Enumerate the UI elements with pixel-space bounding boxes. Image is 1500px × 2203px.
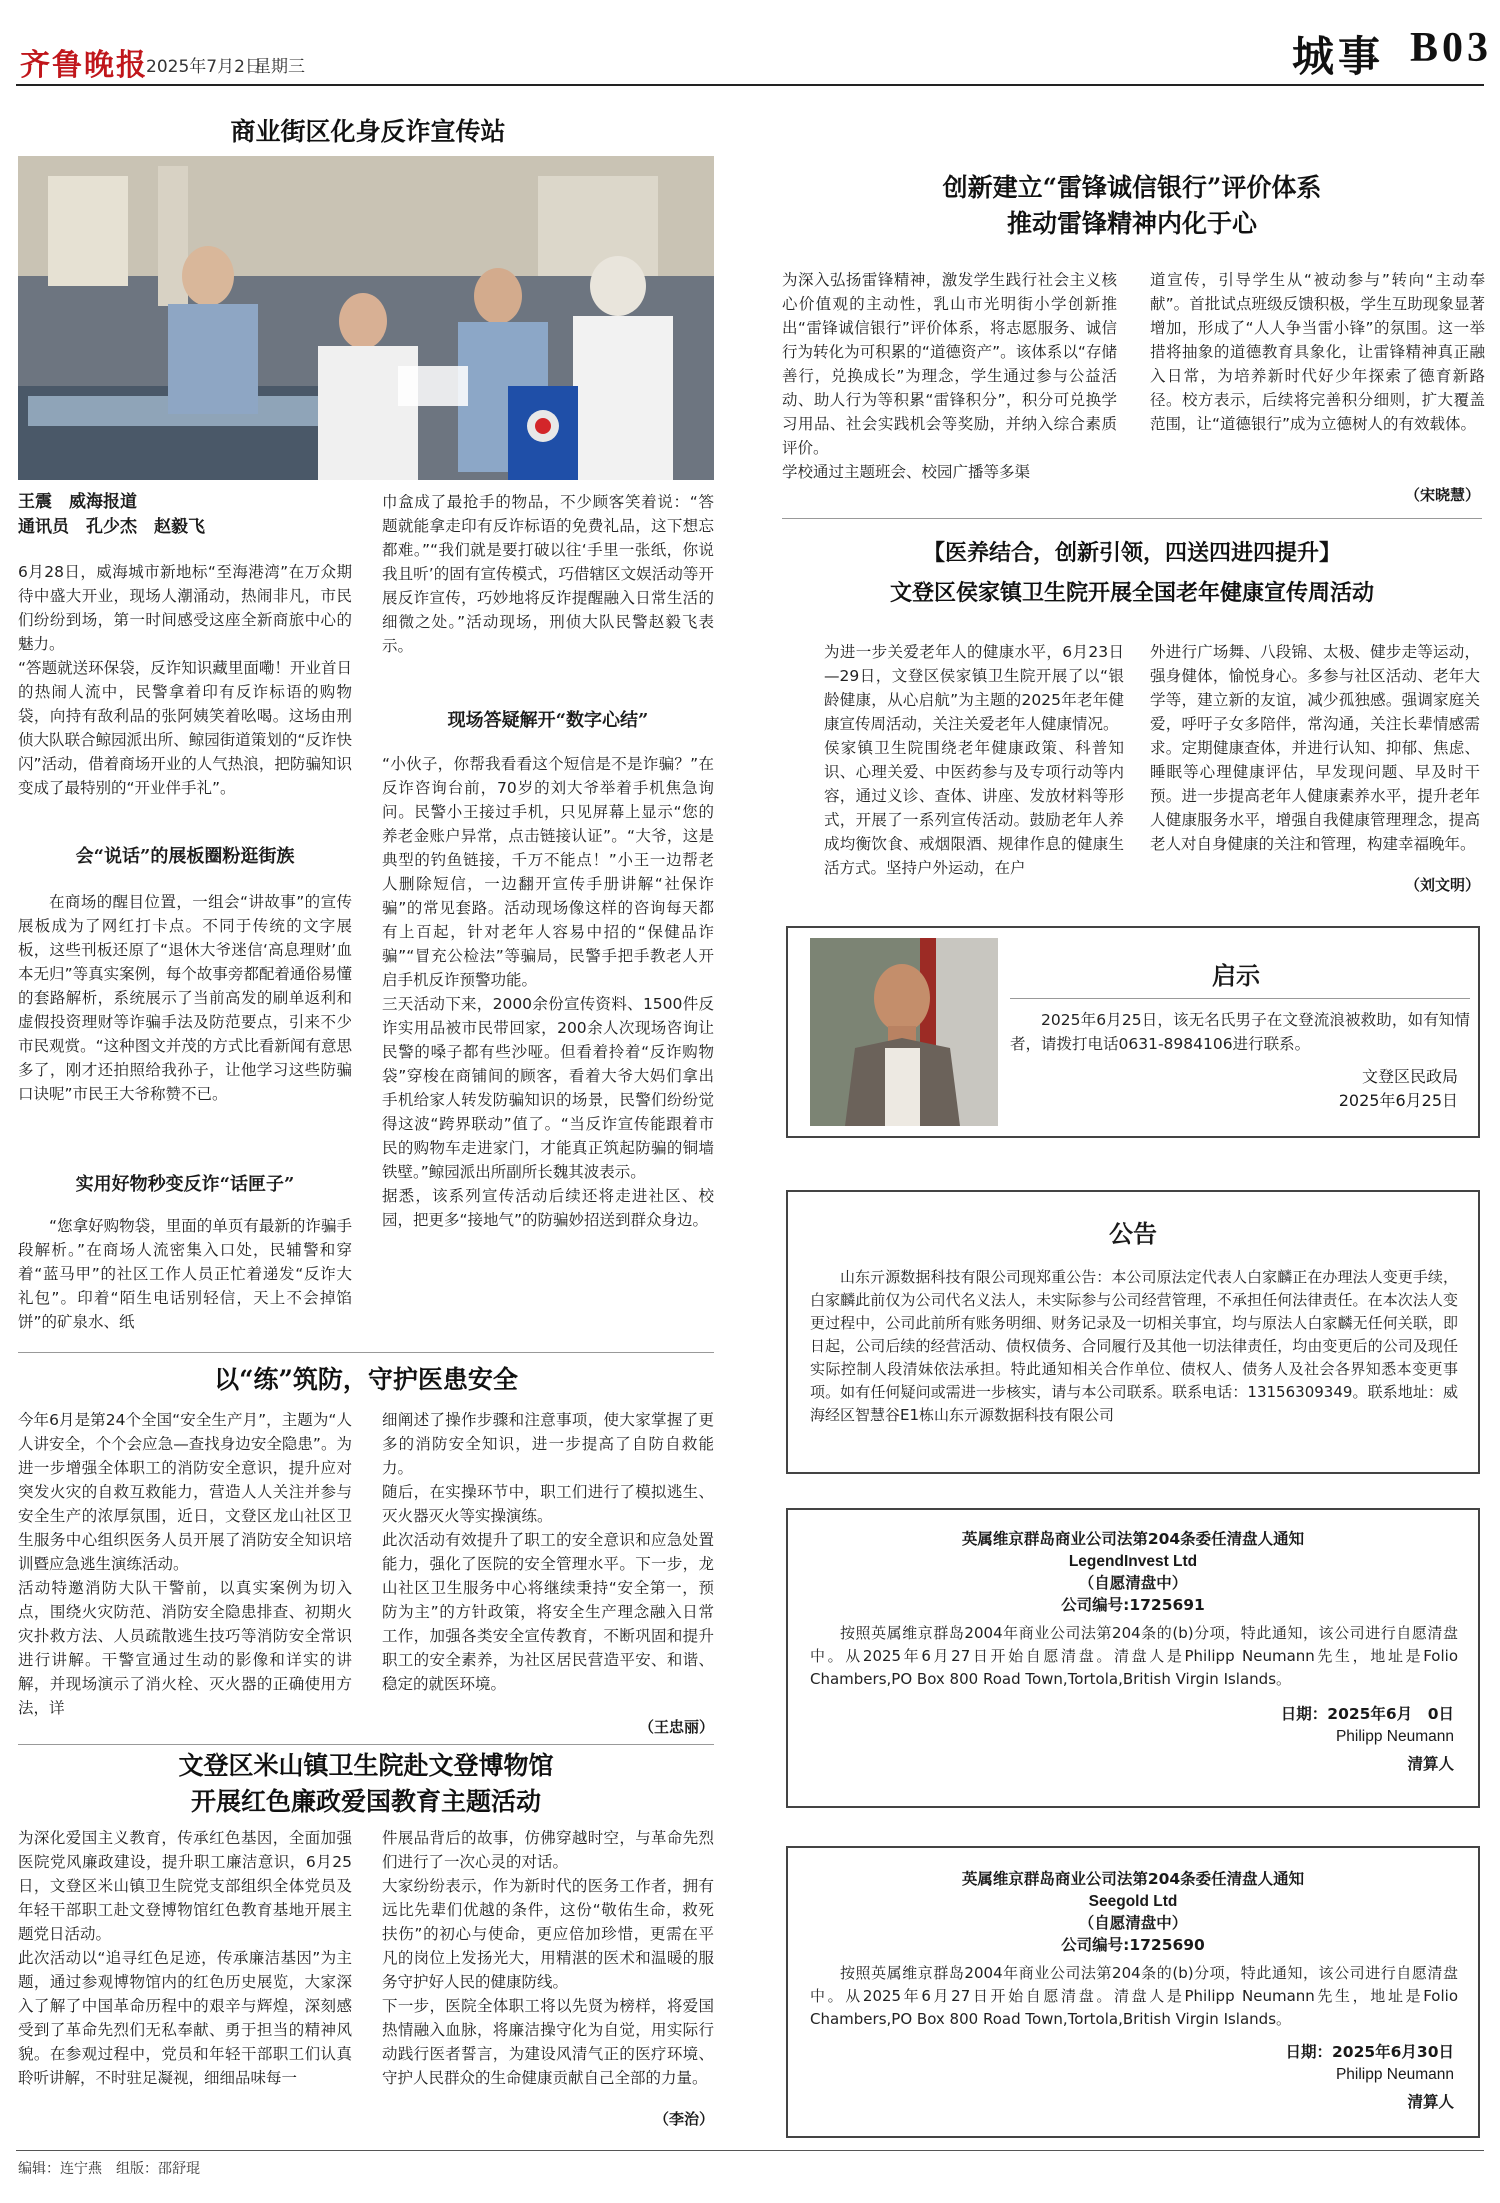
notice-title: 英属维京群岛商业公司法第204条委任清盘人通知	[961, 1530, 1305, 1548]
company-announcement	[786, 1190, 1480, 1474]
article-body: “小伙子，你帮我看看这个短信是不是诈骗？”在反诈咨询台前，70岁的刘大爷举着手机焦急询问。民警小王接过手机，只见屏幕上显示“您的养老金账户异常，点击链接认证”。“大爷，这是典型的钓鱼链接，千万不能点！”小王一边帮老人删除短信，一边翻开宣传手册讲解“社保诈骗”的常见套路。活动现场像这样的咨询每天都有上百起，针对老年人容易中招的“保健品诈骗”“冒充公检法”等骗局，民警手把手教老人开启手机反诈预警功能。 三天活动下来，2000余份宣传资料、1500件反诈实用品被市民带回家，200余人次现场咨询让民警的嗓子都有些沙哑。但看着拎着“反诈购物袋”穿梭在商铺间的顾客，看着大爷大妈们拿出手机给家人转发防骗知识的场景，民警们纷纷觉得这波“跨界联动”值了。“当反诈宣传能跟着市民的购物车走进家门，才能真正筑起防骗的铜墙铁壁。”鲸园派出所副所长魏其波表示。 据悉，该系列宣传活动后续还将走进社区、校园，把更多“接地气”的防骗妙招送到群众身边。	[382, 755, 714, 1229]
divider	[18, 1352, 714, 1353]
article-body	[18, 890, 352, 1106]
company-number: 公司编号:1725690	[1061, 1936, 1205, 1954]
notice-date: 日期：2025年6月30日	[1285, 2043, 1454, 2061]
notice-body	[810, 1962, 1458, 2031]
article-body	[18, 1214, 352, 1334]
notice-date: 2025年6月25日	[1338, 1091, 1458, 1110]
article-body: 件展品背后的故事，仿佛穿越时空，与革命先烈们进行了一次心灵的对话。 大家纷纷表示，作为新时代的医务工作者，拥有远比先辈们优越的条件，这份“敬佑生命，救死扶伤”的初心与使命，更应倍加珍惜，更需在平凡的岗位上发扬光大，用精湛的医术和温暖的服务守护好人民的健康防线。 下一步，医院全体职工将以先贤为榜样，将爱国热情融入血脉，将廉洁操守化为自觉，用实际行动践行医者誓言，为建设风清气正的医疗环境、守护人民群众的生命健康贡献自己全部的力量。	[382, 1829, 714, 2087]
article-headline: 推动雷锋精神内化于心	[1006, 209, 1257, 238]
paragraph: “您拿好购物袋，里面的单页有最新的诈骗手段解析。”在商场人流密集入口处，民辅警和穿着“蓝马甲”的社区工作人员正忙着递发“反诈大礼包”。印着“陌生电话别轻信，天上不会掉馅饼”的矿泉水、纸	[18, 1217, 352, 1331]
article-headline: 文登区米山镇卫生院赴文登博物馆	[178, 1751, 554, 1780]
byline-correspondents: 通讯员 孔少杰 赵毅飞	[18, 517, 205, 537]
article-body: 道宣传，引导学生从“被动参与”转向“主动奉献”。首批试点班级反馈积极，学生互助现象显著增加，形成了“人人争当雷小锋”的氛围。这一举措将抽象的道德教育具象化，让雷锋精神真正融入日常，为培养新时代好少年探索了德育新路径。校方表示，后续将完善积分细则，扩大覆盖范围，让“道德银行”成为立德树人的有效载体。	[1150, 271, 1485, 433]
company-name: Seegold Ltd	[1088, 1893, 1178, 1910]
paragraph: 山东亓源数据科技有限公司现郑重公告：本公司原法定代表人白家麟正在办理法人变更手续，白家麟此前仅为公司代名义法人，未实际参与公司经营管理，不承担任何法律责任。在本次法人变更过程中，公司此前所有账务明细、财务记录及一切相关事宜，均与原法人白家麟无任何关联，即日起，公司后续的经营活动、债权债务、合同履行及其他一切法律责任，均由变更后的公司及现任实际控制人段清妹依法承担。特此通知相关合作单位、债权人、债务人及社会各界知悉本变更事项。如有任何疑问或需进一步核实，请与本公司联系。联系电话：13156309349。联系地址：威海经区智慧谷E1栋山东亓源数据科技有限公司	[810, 1268, 1458, 1424]
notice-title: 公告	[1109, 1219, 1157, 1248]
article-body	[18, 560, 352, 800]
missing-person-notice	[786, 926, 1480, 1138]
article-headline: 商业街区化身反诈宣传站	[230, 117, 506, 146]
article-body: 巾盒成了最抢手的物品，不少顾客笑着说：“答题就能拿走印有反诈标语的免费礼品，这下想忘都难。”“我们就是要打破以往‘手里一张纸，你说我且听’的固有宣传模式，巧借辖区文娱活动等开展反诈宣传，巧妙地将反诈提醒融入日常生活的细微之处。”活动现场，刑侦大队民警赵毅飞表示。	[382, 493, 714, 655]
issue-weekday: 星期三	[254, 57, 305, 77]
notice-body	[1010, 1008, 1470, 1056]
editor-credit: 编辑：连宁燕 组版：邵舒琨	[18, 2161, 200, 2177]
issue-date: 2025年7月2日	[146, 57, 262, 77]
page-number: B03	[1410, 25, 1493, 71]
paragraph: 2025年6月25日，该无名氏男子在文登流浪被救助，如有知情者，请拨打电话0631-8984106进行联系。	[1010, 1011, 1470, 1053]
paragraph: 按照英属维京群岛2004年商业公司法第204条的(b)分项，特此通知，该公司进行自愿清盘中。从2025年6月27日开始自愿清盘。清盘人是Philipp Neumann先生，地址是Folio Chambers,PO Box 800 Road Town,Tortola,British Virgin Islands。	[810, 1964, 1458, 2028]
article-credit: （宋晓慧）	[1404, 486, 1480, 504]
section-title: 城事	[1292, 32, 1385, 81]
paragraph: 在商场的醒目位置，一组会“讲故事”的宣传展板成为了网红打卡点。不同于传统的文字展板，这些刊板还原了“退休大爷迷信‘高息理财’血本无归”等真实案例，每个故事旁都配着通俗易懂的套路解析，系统展示了当前高发的刷单返利和虚假投资理财等诈骗手法及防范要点，引来不少市民观赏。“这种图文并茂的方式比看新闻有意思多了，刚才还拍照给我孙子，让他学习这些防骗口诀呢”市民王大爷称赞不已。	[18, 893, 352, 1103]
article-credit: （王忠丽）	[638, 1718, 714, 1736]
liquidator-name: Philipp Neumann	[1335, 2066, 1454, 2083]
liquidator-role: 清算人	[1407, 2093, 1454, 2111]
notice-signer: 文登区民政局	[1361, 1067, 1458, 1086]
article-headline: 【医养结合，创新引领，四送四进四提升】	[922, 540, 1341, 566]
divider	[18, 1744, 714, 1745]
section-subhead: 现场答疑解开“数字心结”	[447, 710, 649, 731]
article-credit: （刘文明）	[1404, 876, 1480, 894]
section-subhead: 会“说话”的展板圈粉逛街族	[75, 846, 295, 867]
article-headline: 开展红色廉政爱国教育主题活动	[190, 1787, 541, 1816]
company-status: （自愿清盘中）	[1078, 1914, 1188, 1932]
company-name: LegendInvest Ltd	[1068, 1553, 1198, 1570]
anti-fraud-photo	[18, 156, 714, 480]
divider	[1010, 998, 1470, 999]
masthead-rule	[16, 84, 1484, 86]
footer-rule	[16, 2150, 1484, 2151]
liquidator-name: Philipp Neumann	[1335, 1728, 1454, 1745]
article-headline: 创新建立“雷锋诚信银行”评价体系	[942, 173, 1322, 202]
article-body: 为进一步关爱老年人的健康水平，6月23日—29日，文登区侯家镇卫生院开展了以“银龄健康，从心启航”为主题的2025年老年健康宣传周活动，关注关爱老年人健康情况。 侯家镇卫生院围绕老年健康政策、科普知识、心理关爱、中医药参与及专项行动等内容，通过义诊、查体、讲座、发放材料等形式，开展了一系列宣传活动。鼓励老年人养成均衡饮食、戒烟限酒、规律作息的健康生活方式。坚持户外运动，在户	[824, 643, 1124, 877]
article-body: 外进行广场舞、八段锦、太极、健步走等运动，强身健体，愉悦身心。多参与社区活动、老年大学等，建立新的友谊，减少孤独感。强调家庭关爱，呼吁子女多陪伴，常沟通，关注长辈情感需求。定期健康查体，并进行认知、抑郁、焦虑、睡眠等心理健康评估，早发现问题、早及时干预。进一步提高老年人健康素养水平，提升老年人健康服务水平，增强自我健康管理理念，提高老人对自身健康的关注和管理，构建幸福晚年。	[1150, 643, 1480, 853]
article-headline: 文登区侯家镇卫生院开展全国老年健康宣传周活动	[889, 580, 1374, 606]
article-body: 为深入弘扬雷锋精神，激发学生践行社会主义核心价值观的主动性，乳山市光明街小学创新推出“雷锋诚信银行”评价体系，将志愿服务、诚信行为转化为可积累的“道德资产”。该体系以“存储善行，兑换成长”为理念，学生通过参与公益活动、助人行为等积累“雷锋积分”，积分可兑换学习用品、社会实践机会等奖励，并纳入综合素质评价。 学校通过主题班会、校园广播等多渠	[782, 271, 1117, 481]
paragraph: 按照英属维京群岛2004年商业公司法第204条的(b)分项，特此通知，该公司进行自愿清盘中。从2025年6月27日开始自愿清盘。清盘人是Philipp Neumann先生，地址是Folio Chambers,PO Box 800 Road Town,Tortola,British Virgin Islands。	[810, 1624, 1458, 1688]
liquidator-role: 清算人	[1407, 1755, 1454, 1773]
notice-body	[810, 1266, 1458, 1427]
article-body: 细阐述了操作步骤和注意事项，使大家掌握了更多的消防安全知识，进一步提高了自防自救能力。 随后，在实操环节中，职工们进行了模拟逃生、灭火器灭火等实操演练。 此次活动有效提升了职工的安全意识和应急处置能力，强化了医院的安全管理水平。下一步，龙山社区卫生服务中心将继续秉持“安全第一，预防为主”的方针政策，将安全生产理念融入日常工作，加强各类安全宣传教育，不断巩固和提升职工的安全素养，为社区居民营造平安、和谐、稳定的就医环境。	[382, 1411, 714, 1693]
article-headline: 以“练”筑防，守护医患安全	[214, 1365, 518, 1394]
section-subhead: 实用好物秒变反诈“话匣子”	[75, 1174, 295, 1195]
article-credit: （李治）	[653, 2110, 714, 2128]
liquidation-notice	[786, 1508, 1480, 1808]
missing-person-photo	[810, 938, 998, 1126]
paragraph: 6月28日，威海城市新地标“至海港湾”在万众期待中盛大开业，现场人潮涌动，热闹非凡，市民们纷纷到场，第一时间感受这座全新商旅中心的魅力。 “答题就送环保袋，反诈知识藏里面嘞！开业首日的热闹人流中，民警拿着印有反诈标语的购物袋，向持有敌利品的张阿姨笑着吆喝。这场由刑侦大队联合鲸园派出所、鲸园街道策划的“反诈快闪”活动，借着商场开业的人气热浪，把防骗知识变成了最特别的“开业伴手礼”。	[18, 563, 352, 797]
company-number: 公司编号:1725691	[1061, 1596, 1205, 1614]
byline-reporter: 王震 威海报道	[18, 492, 137, 512]
article-body: 为深化爱国主义教育，传承红色基因，全面加强医院党风廉政建设，提升职工廉洁意识，6月25日，文登区米山镇卫生院党支部组织全体党员及年轻干部职工赴文登博物馆红色教育基地开展主题党日活动。 此次活动以“追寻红色足迹，传承廉洁基因”为主题，通过参观博物馆内的红色历史展览，大家深入了解了中国革命历程中的艰辛与辉煌，深刻感受到了革命先烈们无私奉献、勇于担当的精神风貌。在参观过程中，党员和年轻干部职工们认真聆听讲解，不时驻足凝视，细细品味每一	[18, 1829, 352, 2087]
divider	[782, 518, 1482, 519]
notice-title: 英属维京群岛商业公司法第204条委任清盘人通知	[961, 1870, 1305, 1888]
company-status: （自愿清盘中）	[1078, 1574, 1188, 1592]
notice-body	[810, 1622, 1458, 1691]
notice-title: 启示	[1212, 961, 1260, 990]
notice-date: 日期：2025年6月 0日	[1280, 1705, 1454, 1723]
article-body: 今年6月是第24个全国“安全生产月”，主题为“人人讲安全，个个会应急—查找身边安全隐患”。为进一步增强全体职工的消防安全意识，提升应对突发火灾的自救互救能力，营造人人关注并参与安全生产的浓厚氛围，近日，文登区龙山社区卫生服务中心组织医务人员开展了消防安全知识培训暨应急逃生演练活动。 活动特邀消防大队干警前，以真实案例为切入点，围绕火灾防范、消防安全隐患排查、初期火灾扑救方法、人员疏散逃生技巧等消防安全常识进行讲解。干警宣通过生动的影像和详实的讲解，并现场演示了消火栓、灭火器的正确使用方法，详	[18, 1411, 352, 1717]
liquidation-notice	[786, 1846, 1480, 2138]
newspaper-logo: 齐鲁晚报	[20, 48, 148, 83]
